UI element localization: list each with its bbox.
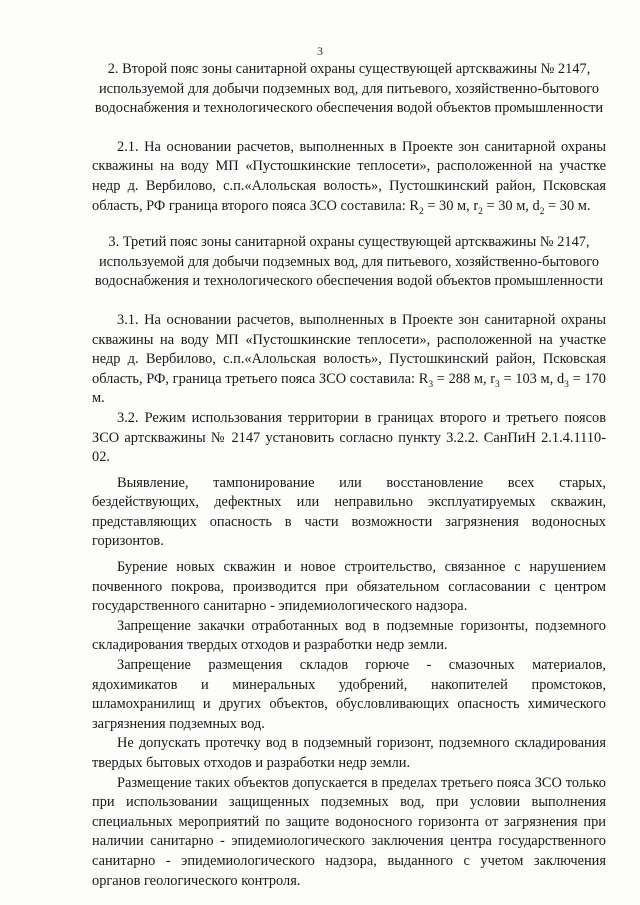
r2-small-symbol: r [473,197,479,214]
drilling-paragraph: Бурение новых скважин и новое строительство, связанное с нарушением почвенного покрова, производится при обязательном согласовании с центром государственного санитарно - эпидемиологического надзора. [92,559,606,615]
injection-prohibition-paragraph: Запрещение закачки отработанных вод в подземные горизонты, подземного складирования твердых отходов и разработки недр земли. [92,617,606,654]
r3-small-subscript: 3 [495,379,500,390]
d2-value: = 30 м. [544,197,591,214]
section-2-heading: 2. Второй пояс зоны санитарной охраны существующей артскважины № 2147, используемой для добычи подземных вод, для питьевого, хозяйственно-бытового водоснабжения и технологического обеспечения водой объектов промышленности [94,61,604,117]
section-3-1-text: 3.1. На основании расчетов, выполненных в Проекте зон санитарной охраны скважины на воду МП «Пустошкинские теплосети», расположенной на участке недр д. Вербилово, с.п.«Алольская волость», Пустошкинский район, Псковская область, РФ, граница третьего пояса ЗСО составила: [92,311,606,387]
r3-subscript: 3 [428,379,434,390]
d3-value: = 170 м. [92,370,606,407]
identification-paragraph: Выявление, тампонирование или восстановление всех старых, бездействующих, дефектных или неправильно эксплуатируемых скважин, представляющих опасность в части возможности загрязнения водоносных горизонтов. [92,474,606,550]
d2-subscript: 2 [539,206,545,217]
section-3-1-paragraph [92,311,606,409]
section-3-2-paragraph: 3.2. Режим использования территории в границах второго и третьего поясов ЗСО артскважины № 2147 установить согласно пункту 3.2.2. СанПиН 2.1.4.1110-02. [92,409,606,466]
leakage-paragraph: Не допускать протечку вод в подземный горизонт, подземного складирования твердых бытовых отходов и разработки недр земли. [92,735,606,771]
r2-symbol: R [409,197,419,214]
r3-small-value: = 103 м, [499,370,557,387]
section-2-1-text: 2.1. На основании расчетов, выполненных в Проекте зон санитарной охраны скважины на воду МП «Пустошкинские теплосети», расположенной на участке недр д. Вербилово, с.п.«Алольская волость», Пустошкинский район, Псковская область, РФ граница второго пояса ЗСО составила: [92,138,606,214]
r3-small-symbol: r [490,370,496,387]
section-2-1-paragraph [92,138,606,216]
d2-symbol: d [532,197,540,214]
r2-small-subscript: 2 [478,206,483,217]
placement-paragraph: Размещение таких объектов допускается в пределах третьего пояса ЗСО только при использовании защищенных подземных вод, при условии выполнения специальных мероприятий по защите водоносного горизонта от загрязнения при наличии санитарно - эпидемиологического заключения центра государственного санитарно - эпидемиологического надзора, выданного с учетом заключения органов геологического контроля. [92,774,606,889]
r3-symbol: R [418,370,429,387]
storage-prohibition-paragraph: Запрещение размещения складов горюче - смазочных материалов, ядохимикатов и минеральных удобрений, накопителей промстоков, шламохранилищ и других объектов, обусловливающих опасность химического загрязнения подземных вод. [92,657,606,732]
d3-symbol: d [556,370,565,387]
r3-value: = 288 м, [433,370,487,387]
d3-subscript: 3 [564,379,569,390]
section-3-heading: 3. Третий пояс зоны санитарной охраны существующей артскважины № 2147, используемой для добычи подземных вод, для питьевого, хозяйственно-бытового водоснабжения и технологического обеспечения водой объектов промышленности [94,234,604,290]
page-number: 3 [317,44,323,58]
r2-small-value: = 30 м, [482,197,533,214]
r2-subscript: 2 [418,206,424,217]
page-content [92,60,606,891]
r2-value: = 30 м, [423,197,470,214]
